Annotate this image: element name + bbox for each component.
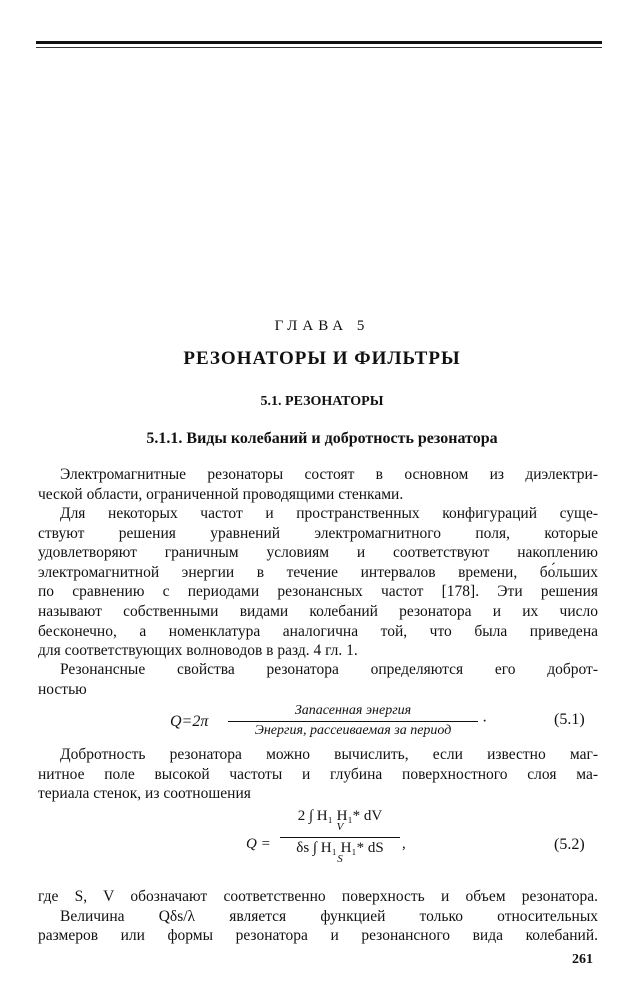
paragraph-2 [38, 504, 598, 661]
header-rule-thin [36, 47, 602, 48]
header-rule-thick [36, 41, 602, 44]
p4-line: Добротность резонатора можно вычислить, если известно маг- [60, 746, 598, 763]
eq2-numerator-limit: V [336, 821, 344, 833]
eq1-numerator: Запасенная энергия [294, 703, 412, 718]
p2-line: ствуют решения уравнений электромагнитного поля, которые [38, 524, 598, 542]
eq1-fraction [228, 703, 478, 739]
p5-line: где S, V обозначают соответственно поверхность и объем резонатора. [38, 888, 598, 905]
eq1-tail: · [482, 713, 488, 730]
eq1-number: (5.1) [554, 711, 585, 728]
p4-line: нитное поле высокой частоты и глубина поверхностного слоя ма- [38, 765, 598, 783]
section-heading: 5.1. РЕЗОНАТОРЫ [260, 394, 384, 409]
paragraph-1 [38, 465, 598, 504]
chapter-label: ГЛАВА 5 [274, 318, 370, 334]
eq2-fraction [280, 808, 400, 865]
eq2-number: (5.2) [554, 836, 585, 853]
p1-line: Электромагнитные резонаторы состоят в основном из диэлектри- [60, 466, 598, 483]
eq2-numerator: 2 ∫ H₁ H₁* dV [297, 808, 383, 824]
eq2-denominator-limit: S [337, 853, 343, 865]
p2-line: удовлетворяют граничным условиям и соответствуют накоплению [38, 544, 598, 562]
paragraph-5 [38, 887, 598, 946]
paragraph-3 [38, 660, 598, 699]
p5-line: Величина Qδs/λ является функцией только относительных [60, 907, 598, 925]
p2-line: называют собственными видами колебаний резонатора и их число [38, 602, 598, 620]
page-number: 261 [572, 952, 593, 967]
p4-line: териала стенок, из соотношения [38, 785, 251, 803]
eq2-fraction-bar [280, 837, 400, 838]
p1-line: ческой области, ограниченной проводящими стенками. [38, 485, 404, 503]
eq1-fraction-bar [228, 721, 478, 722]
paragraph-4 [38, 745, 598, 804]
eq2-tail: , [402, 836, 406, 852]
p5-line: размеров или формы резонатора и резонансного вида колебаний. [38, 927, 598, 945]
chapter-title: РЕЗОНАТОРЫ И ФИЛЬТРЫ [183, 348, 461, 369]
eq2-denominator: δs ∫ H₁ H₁* dS [296, 840, 384, 856]
eq1-lhs: Q=2π [170, 713, 209, 730]
eq1-denominator: Энергия, рассеиваемая за период [254, 723, 452, 738]
p3-line: ностью [38, 680, 87, 698]
p2-line: электромагнитной энергии в течение интервалов времени, бо́льших [38, 563, 598, 581]
p3-line: Резонансные свойства резонатора определяются его доброт- [60, 661, 598, 678]
eq2-lhs: Q = [246, 836, 271, 852]
p2-line: Для некоторых частот и пространственных конфигураций суще- [60, 505, 598, 522]
p2-line: бесконечно, а номенклатура аналогична той, что была приведена [38, 622, 598, 640]
subsection-heading: 5.1.1. Виды колебаний и добротность резонатора [146, 430, 498, 447]
p2-line: для соответствующих волноводов в разд. 4 гл. 1. [38, 642, 358, 660]
p2-line: по сравнению с периодами резонансных частот [178]. Эти решения [38, 583, 598, 601]
